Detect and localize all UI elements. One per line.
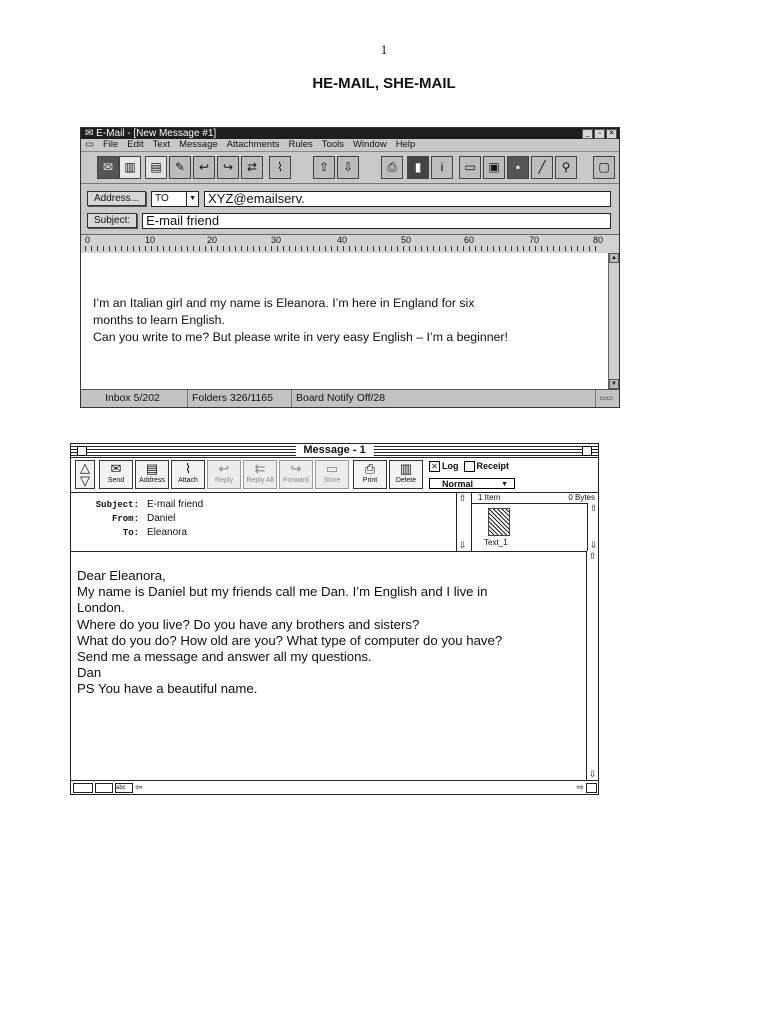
send-icon: ✉ [110, 461, 122, 476]
ruler [81, 234, 619, 254]
subject-row [87, 212, 611, 229]
to-label: To: [122, 528, 139, 538]
scroll-up-icon[interactable]: ⇧ [588, 551, 597, 561]
delete-label: Delete [395, 477, 417, 484]
send-icon[interactable]: ✉ [97, 156, 119, 179]
attach-button[interactable] [171, 460, 205, 489]
menu-message[interactable]: Message [179, 139, 218, 150]
subject-value: E-mail friend [147, 499, 204, 510]
minimize-icon[interactable]: _ [582, 129, 593, 139]
body-line: Send me a message and answer all my questions. [77, 649, 372, 665]
search-icon[interactable]: ⚲ [555, 156, 577, 179]
forward-button[interactable] [279, 460, 313, 489]
delete-icon[interactable]: ▮ [407, 156, 429, 179]
body-line: Can you write to me? But please write in very easy English – I’m a beginner! [93, 330, 508, 344]
body-scrollbar[interactable] [586, 551, 598, 780]
page-number: 1 [380, 42, 388, 57]
from-label: From: [111, 514, 139, 524]
body-line: What do you do? How old are you? What type of computer do you have? [77, 632, 503, 648]
app-icon: ✉ [85, 128, 97, 139]
compose-icon[interactable]: ✎ [169, 156, 191, 179]
store-button[interactable] [315, 460, 349, 489]
subject-button[interactable]: Subject: [87, 213, 137, 228]
scroll-down-icon[interactable]: ⇩ [588, 769, 597, 779]
priority-select[interactable] [429, 478, 515, 489]
window-title: E-Mail - [New Message #1] [96, 128, 217, 139]
attachment-name[interactable]: Text_1 [484, 538, 508, 547]
scroll-up-icon[interactable]: ⇧ [589, 503, 598, 513]
menu-tools[interactable]: Tools [321, 139, 344, 150]
window-title-bar [81, 128, 619, 139]
attach-label: Attach [178, 477, 198, 484]
body-text [93, 295, 593, 346]
text-document-icon[interactable] [488, 508, 510, 536]
resize-grip-icon[interactable] [586, 783, 597, 793]
redirect-icon[interactable]: ⇄ [241, 156, 263, 179]
close-icon[interactable]: ✕ [606, 129, 617, 139]
scroll-left-icon[interactable]: ⇦ [135, 782, 143, 792]
scroll-up-icon[interactable]: ▲ [609, 253, 619, 263]
save-icon[interactable]: ▪ [507, 156, 529, 179]
close-box-icon[interactable] [77, 446, 87, 456]
download-icon[interactable]: ⇩ [337, 156, 359, 179]
ruler-label: 10 [145, 235, 156, 245]
ruler-label: 30 [271, 235, 282, 245]
address-book-icon[interactable]: ▤ [145, 156, 167, 179]
attachment-header [472, 493, 599, 504]
attachment-size: 0 Bytes [568, 493, 595, 502]
notify-status: Board Notify Off/28 [291, 390, 389, 407]
reply-label: Reply [215, 477, 233, 484]
from-value: Daniel [147, 513, 176, 524]
print-button[interactable] [353, 460, 387, 489]
message-body[interactable] [81, 253, 609, 389]
ruler-label: 20 [207, 235, 218, 245]
pen-icon[interactable]: ╱ [531, 156, 553, 179]
body-line: Where do you live? Do you have any brothers and sisters? [77, 616, 420, 632]
print-label: Print [362, 477, 378, 484]
dropdown-arrow-icon: ▼ [501, 481, 508, 488]
address-label: Address [139, 477, 165, 484]
delete-button[interactable] [389, 460, 423, 489]
ruler-label: 40 [337, 235, 348, 245]
document-title: HE-MAIL, SHE-MAIL [312, 75, 456, 92]
new-message-window [80, 127, 620, 408]
body-line: My name is Daniel but my friends call me Dan. I’m English and I live in [77, 584, 488, 600]
reply-all-button[interactable] [243, 460, 277, 489]
folder-icon[interactable]: ▭ [459, 156, 481, 179]
header-scrollbar[interactable] [456, 493, 468, 551]
receipt-checkbox[interactable] [464, 461, 475, 472]
ruler-ticks [85, 246, 599, 251]
body-line: Dear Eleanora, [77, 568, 166, 583]
ruler-label: 50 [401, 235, 412, 245]
reply-icon[interactable]: ↩ [193, 156, 215, 179]
menu-bar [81, 139, 619, 152]
toolbar [71, 458, 598, 493]
ruler-label: 0 [85, 235, 91, 245]
menu-text[interactable]: Text [152, 139, 171, 150]
forward-icon: ↪ [290, 461, 302, 476]
log-label: Log [442, 461, 459, 471]
scroll-up-icon[interactable]: ⇧ [458, 493, 467, 503]
options [429, 461, 509, 472]
toolbar [81, 152, 619, 184]
send-label: Send [107, 477, 125, 484]
status-bar [71, 780, 598, 794]
scroll-down-icon[interactable]: ⇩ [458, 540, 467, 550]
window-title: Message - 1 [295, 444, 373, 457]
message-body[interactable] [77, 568, 577, 698]
menu-edit[interactable]: Edit [127, 139, 144, 150]
address-row [87, 190, 611, 207]
vertical-scrollbar[interactable] [609, 253, 619, 389]
folders-status: Folders 326/1165 [187, 390, 277, 407]
dropdown-arrow-icon[interactable]: ▼ [186, 192, 198, 206]
window-title-bar [71, 444, 598, 458]
attach-icon[interactable]: ⌇ [269, 156, 291, 179]
priority-value: Normal [442, 479, 474, 489]
paperclip-icon: ⌇ [184, 461, 192, 476]
body-line: months to learn English. [93, 313, 225, 327]
address-field[interactable]: XYZ@emailserv. [204, 191, 611, 207]
attachment-scrollbar[interactable] [587, 503, 599, 551]
properties-icon[interactable]: i [431, 156, 453, 179]
to-value: Eleanora [147, 527, 188, 538]
body-line: I’m an Italian girl and my name is Eleanora. I’m here in England for six [93, 296, 475, 310]
reply-button[interactable] [207, 460, 241, 489]
reply-icon: ↩ [218, 461, 230, 476]
scroll-down-icon[interactable]: ⇩ [589, 540, 598, 550]
scroll-right-icon[interactable]: ⇨ [576, 782, 584, 792]
recipient-type-select[interactable] [151, 191, 199, 207]
subject-label: Subject: [95, 500, 139, 510]
reply-all-label: Reply All [246, 477, 274, 484]
body-line: London. [77, 600, 125, 616]
new-window-icon[interactable]: ▢ [593, 156, 615, 179]
log-checkbox[interactable]: ✕ [429, 461, 440, 472]
message-window [70, 443, 599, 795]
next-message-icon[interactable]: ▽ [80, 473, 90, 488]
trash-icon: ▥ [399, 461, 413, 476]
address-button[interactable] [135, 460, 169, 489]
ruler-label: 80 [593, 235, 604, 245]
text-style-icon[interactable]: abc [115, 783, 133, 793]
mailbox-icon[interactable]: ▥ [119, 156, 141, 179]
attachment-count: 1 Item [478, 493, 501, 502]
subject-field[interactable]: E-mail friend [142, 213, 611, 229]
resize-grip-icon[interactable]: ▭▭ [595, 390, 617, 407]
body-line: PS You have a beautiful name. [77, 681, 258, 697]
address-button[interactable]: Address... [87, 191, 146, 206]
menu-app-icon[interactable]: ▭ [85, 139, 94, 150]
address-book-icon: ▤ [145, 461, 159, 476]
scroll-down-icon[interactable]: ▼ [609, 379, 619, 389]
menu-file[interactable]: File [102, 139, 119, 150]
forward-icon[interactable]: ↪ [217, 156, 239, 179]
upload-icon[interactable]: ⇧ [313, 156, 335, 179]
recipient-type-value: TO [155, 192, 169, 204]
print-icon[interactable]: ⎙ [381, 156, 403, 179]
receipt-label: Receipt [476, 461, 510, 471]
attachment-panel [471, 493, 599, 551]
inbox-status: Inbox 5/202 [105, 392, 160, 404]
keyboard-icon[interactable] [73, 783, 93, 793]
ruler-toggle-icon[interactable] [95, 783, 113, 793]
maximize-icon[interactable]: ▫ [594, 129, 605, 139]
folder-icon: ▭ [325, 461, 339, 476]
previous-message-icon[interactable]: △ [80, 460, 90, 475]
message-nav-arrows[interactable] [75, 460, 95, 489]
menu-attachments[interactable]: Attachments [226, 139, 280, 150]
body-line: Dan [77, 665, 102, 681]
menu-window[interactable]: Window [352, 139, 387, 150]
store-label: Store [323, 477, 341, 484]
ruler-label: 60 [464, 235, 475, 245]
forward-label: Forward [283, 477, 309, 484]
send-button[interactable] [99, 460, 133, 489]
message-header [71, 493, 598, 552]
menu-help[interactable]: Help [395, 139, 416, 150]
reply-all-icon: ⇇ [254, 461, 266, 476]
menu-rules[interactable]: Rules [288, 139, 313, 150]
window-icon[interactable]: ▣ [483, 156, 505, 179]
zoom-box-icon[interactable] [582, 446, 592, 456]
printer-icon: ⎙ [364, 461, 376, 476]
status-bar [81, 389, 619, 407]
ruler-label: 70 [529, 235, 540, 245]
